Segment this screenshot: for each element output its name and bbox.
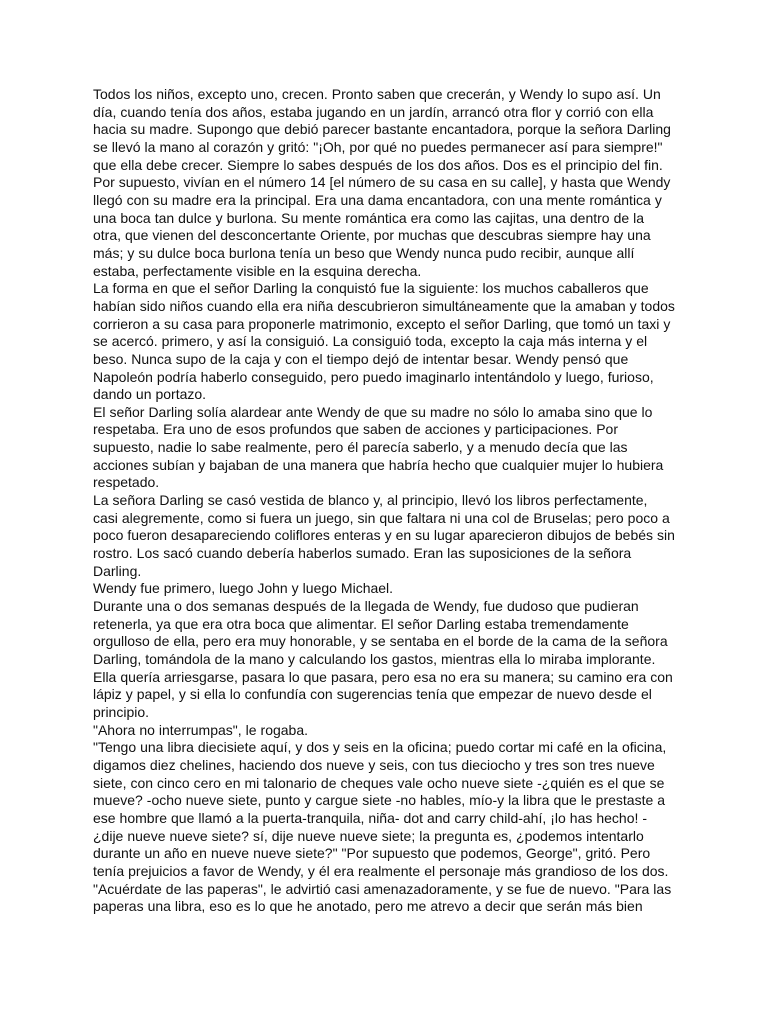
paragraph: Durante una o dos semanas después de la llegada de Wendy, fue dudoso que pudieran retenerla, ya que era otra boca que alimentar. El señor Darling estaba tremendamente orgulloso de ella, pero era muy honorable, y se sentaba en el borde de la cama de la señora Darling, tomándola de la mano y calculando los gastos, mientras ella lo miraba implorante. Ella quería arriesgarse, pasara lo que pasara, pero esa no era su manera; su camino era con lápiz y papel, y si ella lo confundía con sugerencias tenía que empezar de nuevo desde el principio. xyxy=(93,598,673,720)
paragraph: "Ahora no interrumpas", le rogaba. xyxy=(93,721,309,738)
paragraph: Por supuesto, vivían en el número 14 [el número de su casa en su calle], y hasta que Wendy llegó con su madre era la principal. Era una dama encantadora, con una mente romántica y una boca tan dulce y burlona. Su mente romántica era como las cajitas, una dentro de la otra, que vienen del desconcertante Oriente, por muchas que descubras siempre hay una más; y su dulce boca burlona tenía un beso que Wendy nunca pudo recibir, aunque allí estaba, perfectamente visible en la esquina derecha. xyxy=(93,174,671,279)
paragraph: "Tengo una libra diecisiete aquí, y dos y seis en la oficina; puedo cortar mi café en la oficina, digamos diez chelines, haciendo dos nueve y seis, con tus dieciocho y tres son tres nueve siete, con cinco cero en mi talonario de cheques vale ocho nueve siete -¿quién es el que se mueve? -ocho nueve siete, punto y cargue siete -no hables, mío-y la libra que le prestaste a ese hombre que llamó a la puerta-tranquila, niña- dot and carry child-ahí, ¡lo has hecho! - ¿dije nueve nueve siete? sí, dije nueve nueve siete; la pregunta es, ¿podemos intentarlo durante un año en nueve nueve siete?" "Por supuesto que podemos, George", gritó. Pero tenía prejuicios a favor de Wendy, y él era realmente el personaje más grandioso de los dos. xyxy=(93,739,669,879)
paragraph: Wendy fue primero, luego John y luego Michael. xyxy=(93,580,394,597)
paragraph: "Acuérdate de las paperas", le advirtió casi amenazadoramente, y se fue de nuevo. "Para las paperas una libra, eso es lo que he anotado, pero me atrevo a decir que serán más bien xyxy=(93,880,672,915)
paragraph: Todos los niños, excepto uno, crecen. Pronto saben que crecerán, y Wendy lo supo así. Un día, cuando tenía dos años, estaba jugando en un jardín, arrancó otra flor y corrió con ella hacia su madre. Supongo que debió parecer bastante encantadora, porque la señora Darling se llevó la mano al corazón y gritó: "¡Oh, por qué no puedes permanecer así para siempre!" que ella debe crecer. Siempre lo sabes después de los dos años. Dos es el principio del fin. xyxy=(93,86,671,173)
paragraph: El señor Darling solía alardear ante Wendy de que su madre no sólo lo amaba sino que lo respetaba. Era uno de esos profundos que saben de acciones y participaciones. Por supuesto, nadie lo sabe realmente, pero él parecía saberlo, y a menudo decía que las acciones subían y bajaban de una manera que habría hecho que cualquier mujer lo hubiera respetado. xyxy=(93,403,664,491)
paragraph: La señora Darling se casó vestida de blanco y, al principio, llevó los libros perfectamente, casi alegremente, como si fuera un juego, sin que faltara ni una col de Bruselas; pero poco a poco fueron desapareciendo coliflores enteras y en su lugar aparecieron dibujos de bebés sin rostro. Los sacó cuando debería haberlos sumado. Eran las suposiciones de la señora Darling. xyxy=(93,492,675,579)
paragraph: La forma en que el señor Darling la conquistó fue la siguiente: los muchos caballeros que habían sido niños cuando ella era niña descubrieron simultáneamente que la amaban y todos corrieron a su casa para proponerle matrimonio, excepto el señor Darling, que tomó un taxi y se acercó. primero, y así la consiguió. La consiguió toda, excepto la caja más interna y el beso. Nunca supo de la caja y con el tiempo dejó de intentar besar. Wendy pensó que Napoleón podría haberlo conseguido, pero puedo imaginarlo intentándolo y luego, furioso, dando un portazo. xyxy=(93,280,675,403)
body-text xyxy=(93,86,675,916)
